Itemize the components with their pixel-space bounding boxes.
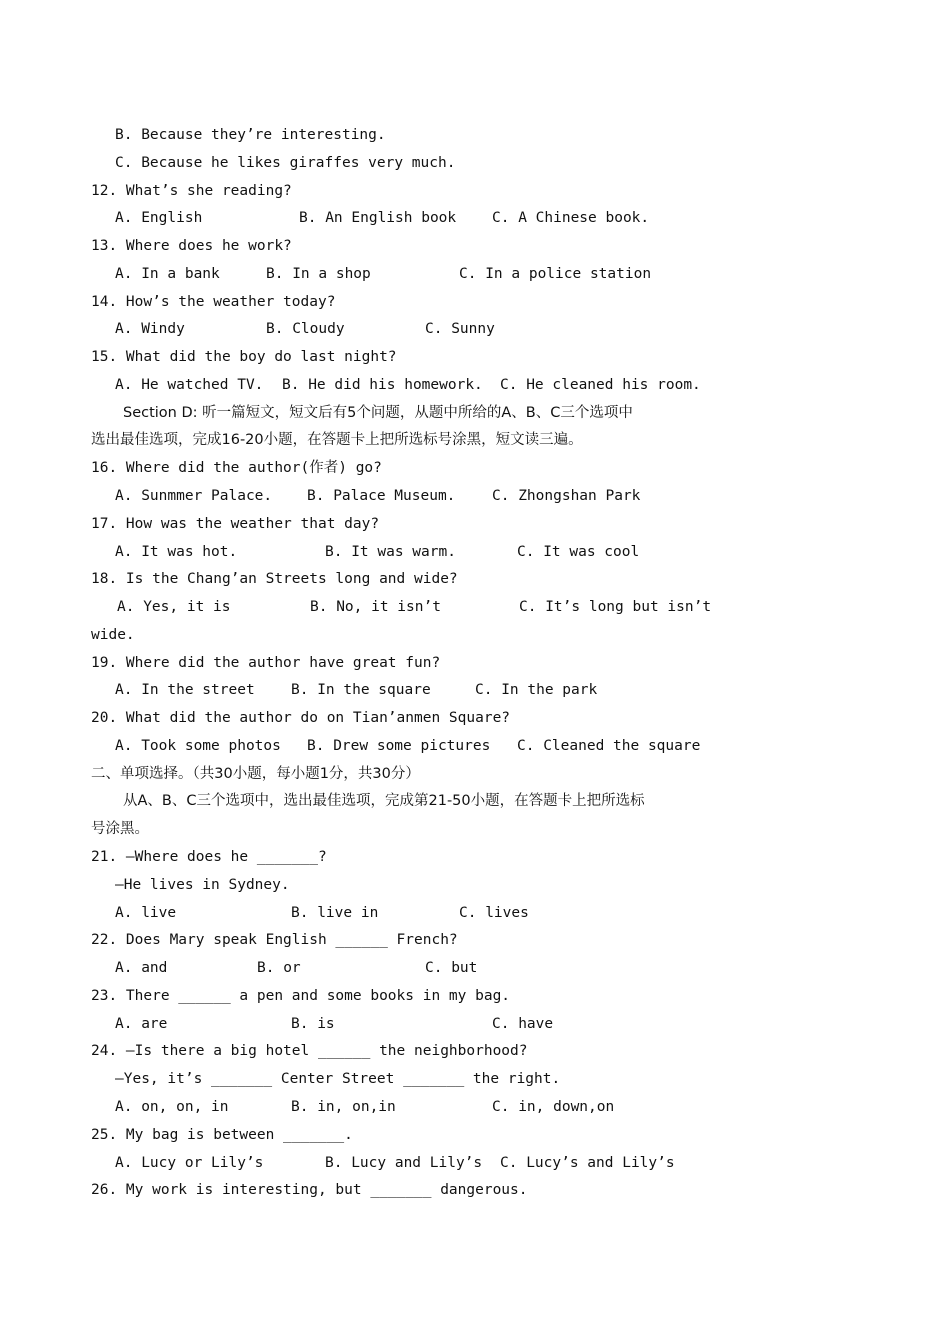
option-a: A. Lucy or Lily’s — [115, 1155, 264, 1171]
option-a: A. on, on, in — [115, 1099, 229, 1115]
option-a: A. Windy — [115, 321, 185, 337]
option-c: C. Cleaned the square — [517, 738, 701, 754]
q18-option-c-cont: wide. — [91, 627, 135, 643]
option-b: B. An English book — [299, 210, 457, 226]
question-26: 26. My work is interesting, but _______ dangerous. — [91, 1182, 528, 1198]
option-a: A. live — [115, 905, 177, 921]
option-c: C. In a police station — [459, 266, 652, 282]
question-15: 15. What did the boy do last night? — [91, 349, 397, 365]
question-20: 20. What did the author do on Tian’anmen Square? — [91, 710, 511, 726]
question-21: 21. —Where does he _______? — [91, 849, 327, 865]
option-c: C. It was cool — [517, 544, 640, 560]
option-c: C. have — [492, 1016, 554, 1032]
option-c: C. In the park — [475, 682, 598, 698]
option-a: A. and — [115, 960, 168, 976]
question-25: 25. My bag is between _______. — [91, 1127, 353, 1143]
option-a: A. Sunmmer Palace. — [115, 488, 273, 504]
option-c: C. A Chinese book. — [492, 210, 650, 226]
section-d-instruction: Section D: 听一篇短文，短文后有5个问题，从题中所给的A、B、C三个选项中 — [123, 405, 633, 421]
question-14: 14. How’s the weather today? — [91, 294, 336, 310]
option-b: B. Lucy and Lily’s — [325, 1155, 483, 1171]
option-b: B. In a shop — [266, 266, 371, 282]
question-24-answer: —Yes, it’s _______ Center Street _______ the right. — [115, 1071, 561, 1087]
option-b: B. live in — [291, 905, 379, 921]
option-a: A. In the street — [115, 682, 255, 698]
option-b: B. Palace Museum. — [307, 488, 456, 504]
option-b: B. in, on,in — [291, 1099, 396, 1115]
option-c: C. Zhongshan Park — [492, 488, 641, 504]
question-23: 23. There ______ a pen and some books in my bag. — [91, 988, 511, 1004]
option-b: B. It was warm. — [325, 544, 456, 560]
section-2-instruction-cont: 号涂黑。 — [91, 821, 149, 837]
option-c: C. in, down,on — [492, 1099, 615, 1115]
option-b: B. No, it isn’t — [310, 599, 441, 615]
section-d-instruction-cont: 选出最佳选项，完成16-20小题，在答题卡上把所选标号涂黑，短文读三遍。 — [91, 432, 583, 448]
option-c: C. He cleaned his room. — [500, 377, 701, 393]
q11-option-c: C. Because he likes giraffes very much. — [115, 155, 456, 171]
option-a: A. He watched TV. — [115, 377, 264, 393]
option-a: A. In a bank — [115, 266, 220, 282]
option-c: C. It’s long but isn’t — [519, 599, 712, 615]
question-18: 18. Is the Chang’an Streets long and wide? — [91, 571, 458, 587]
section-2-instruction: 从A、B、C三个选项中，选出最佳选项，完成第21-50小题，在答题卡上把所选标 — [123, 793, 645, 809]
option-b: B. Drew some pictures — [307, 738, 491, 754]
option-c: C. Sunny — [425, 321, 495, 337]
question-24: 24. —Is there a big hotel ______ the neighborhood? — [91, 1043, 528, 1059]
option-b: B. is — [291, 1016, 335, 1032]
option-a: A. English — [115, 210, 203, 226]
q11-option-b: B. Because they’re interesting. — [115, 127, 386, 143]
option-a: A. Took some photos — [115, 738, 281, 754]
question-17: 17. How was the weather that day? — [91, 516, 380, 532]
option-b: B. Cloudy — [266, 321, 345, 337]
question-22: 22. Does Mary speak English ______ French? — [91, 932, 458, 948]
option-a: A. It was hot. — [115, 544, 238, 560]
question-12: 12. What’s she reading? — [91, 183, 292, 199]
option-c: C. but — [425, 960, 478, 976]
option-c: C. lives — [459, 905, 529, 921]
question-21-answer: —He lives in Sydney. — [115, 877, 290, 893]
question-16: 16. Where did the author(作者) go? — [91, 460, 382, 476]
section-2-heading: 二、单项选择。（共30小题，每小题1分，共30分） — [91, 766, 420, 782]
option-b: B. In the square — [291, 682, 431, 698]
option-b: B. He did his homework. — [282, 377, 483, 393]
option-a: A. are — [115, 1016, 168, 1032]
question-19: 19. Where did the author have great fun? — [91, 655, 441, 671]
option-b: B. or — [257, 960, 301, 976]
question-13: 13. Where does he work? — [91, 238, 292, 254]
option-c: C. Lucy’s and Lily’s — [500, 1155, 675, 1171]
option-a: A. Yes, it is — [117, 599, 231, 615]
